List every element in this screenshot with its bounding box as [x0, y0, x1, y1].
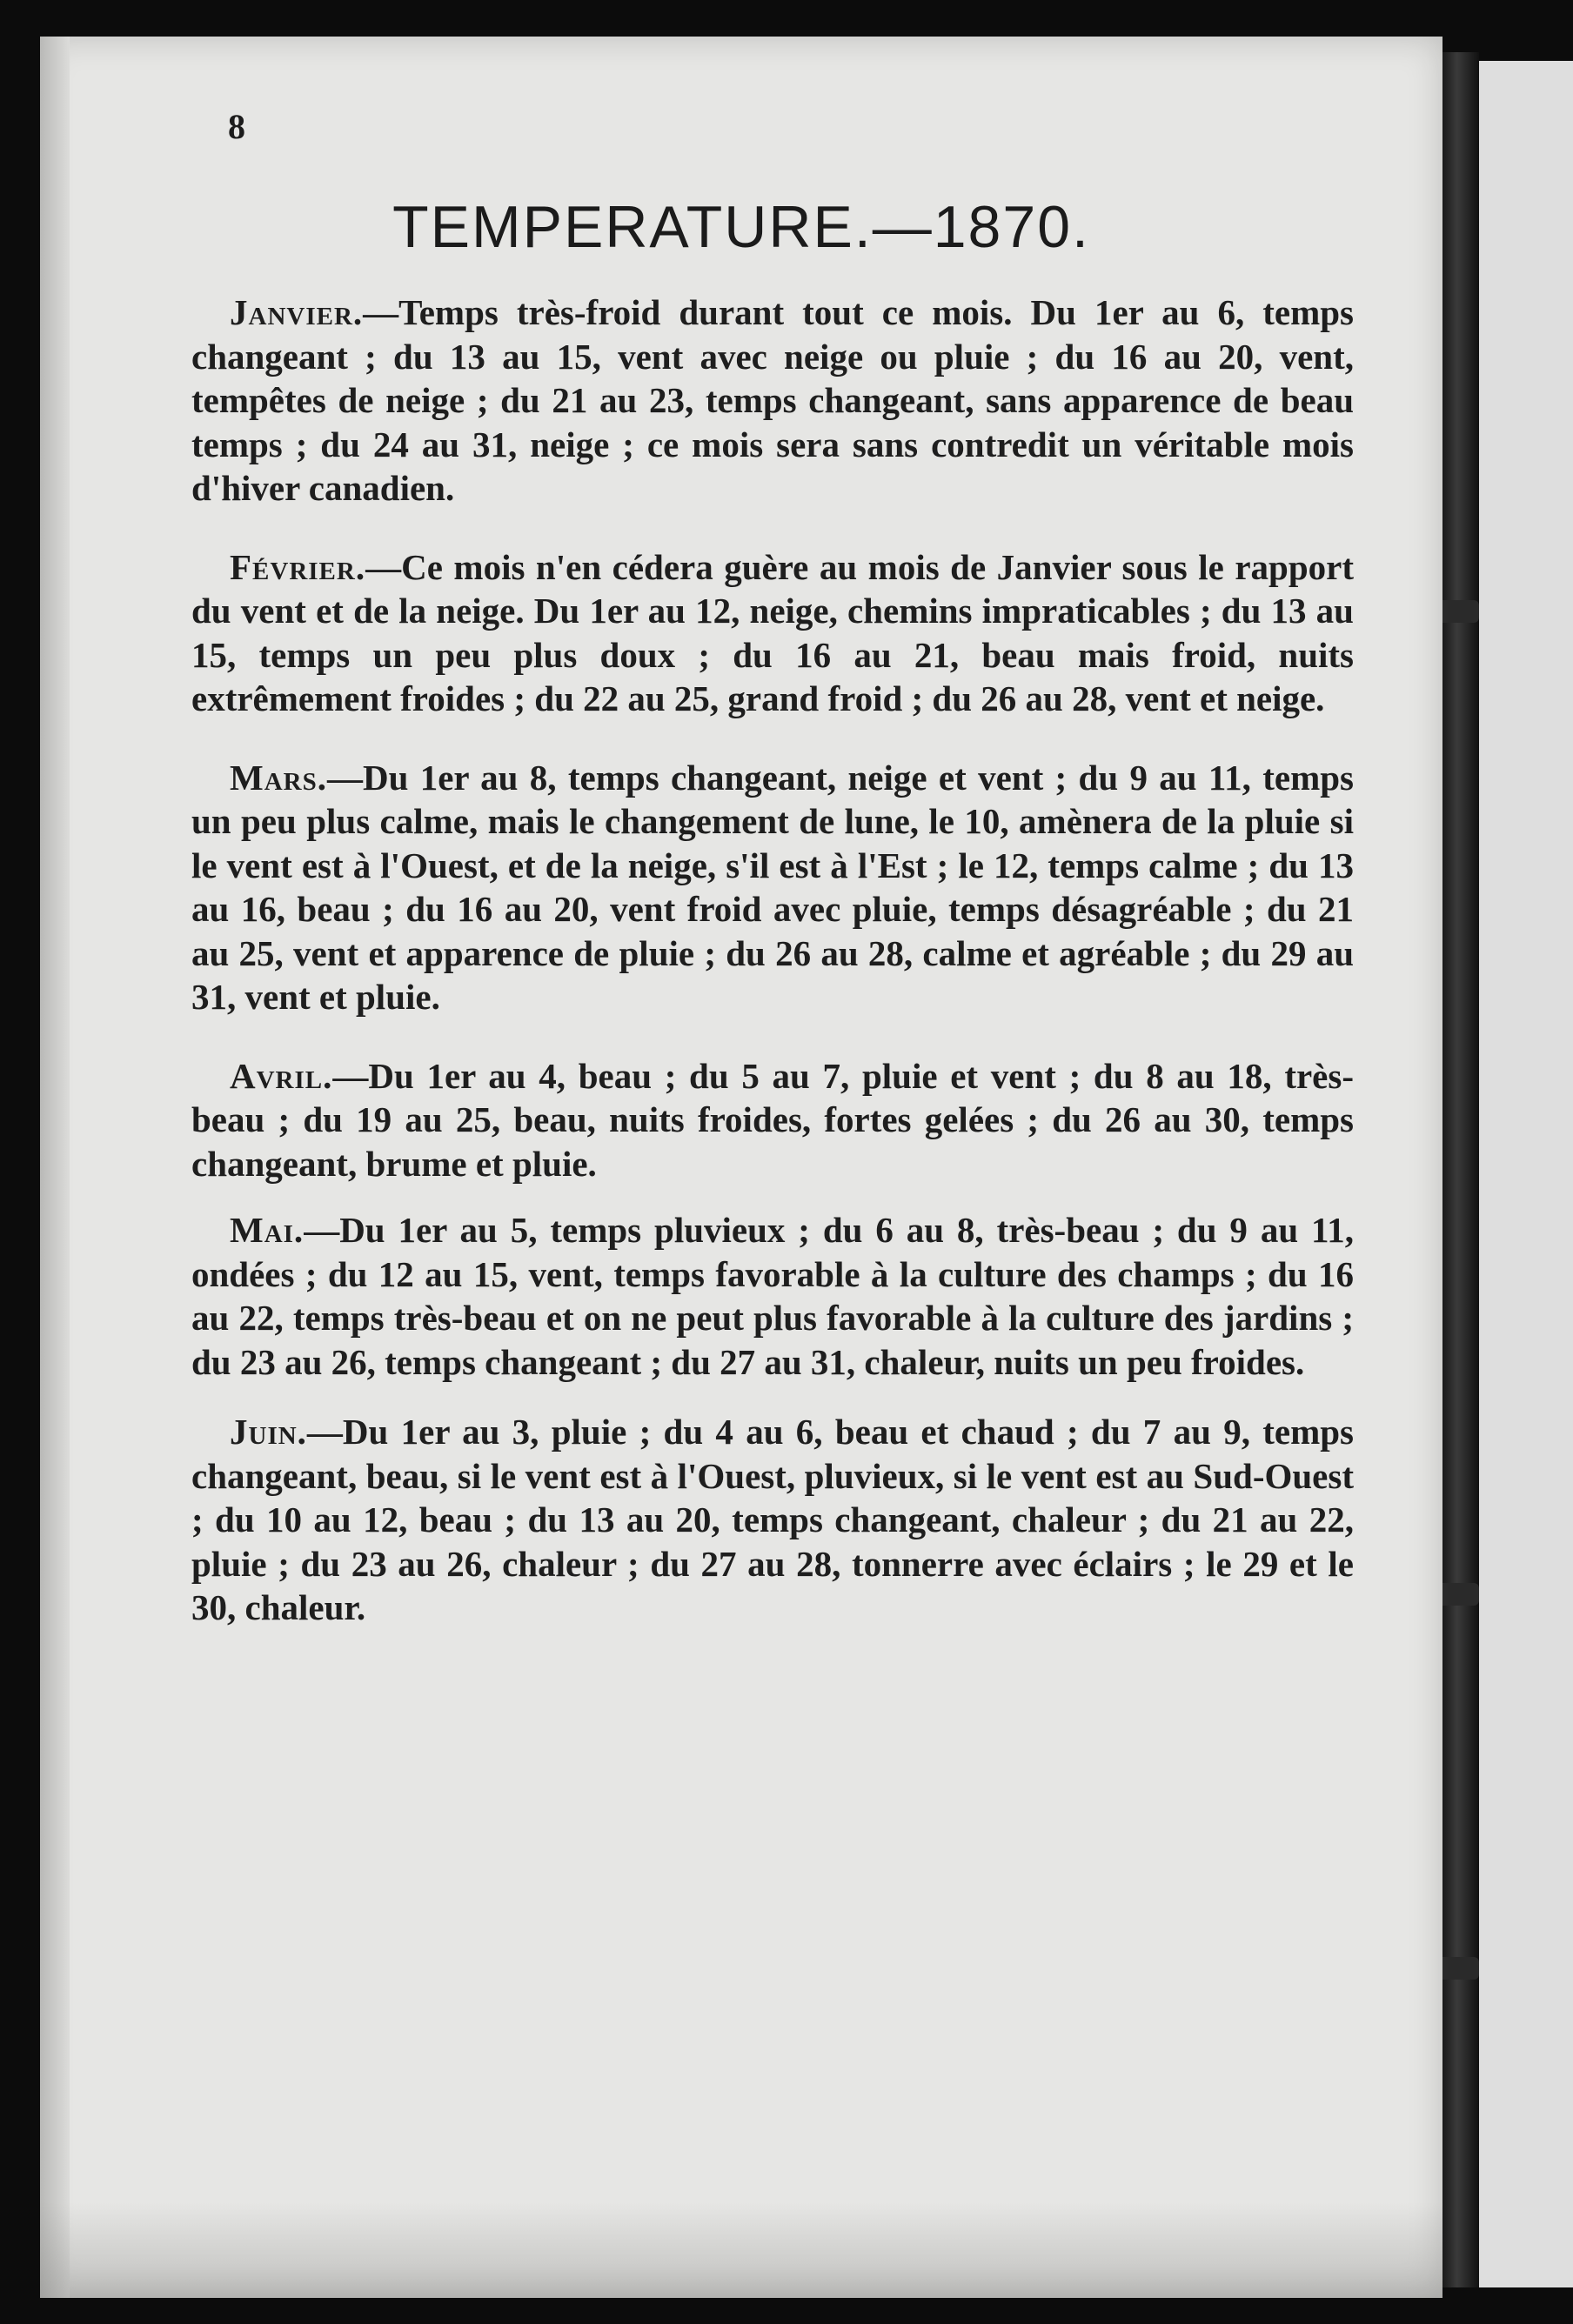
entry-text: —Du 1er au 5, temps pluvieux ; du 6 au 8, très-beau ; du 9 au 11, ondées ; du 12 au 15, vent, temps favorable à la culture des champs ; du 16 au 22, temps très-beau et on ne peut plus favorable à la culture des jardins ; du 23 au 26, temps changeant ; du 27 au 31, chaleur, nuits un peu froides.: [191, 1210, 1354, 1382]
month-label: Février.: [230, 546, 366, 587]
entry-text: —Temps très-froid durant tout ce mois. Du 1er au 6, temps changeant ; du 13 au 15, vent avec neige ou pluie ; du 16 au 20, vent, tempêtes de neige ; du 21 au 23, temps changeant, sans apparence de beau temps ; du 24 au 31, neige ; ce mois sera sans contredit un véritable mois d'hiver canadien.: [191, 292, 1354, 508]
month-label: Juin.: [230, 1412, 307, 1452]
entry-juin: [191, 1410, 1354, 1630]
entry-mai: [191, 1208, 1354, 1384]
entry-mars: [191, 756, 1354, 1019]
entry-text: —Du 1er au 4, beau ; du 5 au 7, pluie et vent ; du 8 au 18, très-beau ; du 19 au 25, beau, nuits froides, fortes gelées ; du 26 au 30, temps changeant, brume et pluie.: [191, 1055, 1354, 1184]
entry-janvier: [191, 290, 1354, 511]
page-bottom-shadow: [40, 2202, 1442, 2298]
scanned-page: [40, 37, 1442, 2298]
month-label: Mars.: [230, 757, 327, 798]
forecast-body: [191, 290, 1354, 1665]
entry-fevrier: [191, 545, 1354, 721]
entry-text: —Du 1er au 3, pluie ; du 4 au 6, beau et chaud ; du 7 au 9, temps changeant, beau, si le vent est à l'Ouest, pluvieux, si le vent est au Sud-Ouest ; du 10 au 12, beau ; du 13 au 20, temps changeant, chaleur ; du 21 au 22, pluie ; du 23 au 26, chaleur ; du 27 au 28, tonnerre avec éclairs ; le 29 et le 30, chaleur.: [191, 1412, 1354, 1627]
month-label: Janvier.: [230, 292, 364, 332]
page-left-edge: [40, 37, 70, 2298]
adjacent-page-edge: [1479, 61, 1573, 2287]
entry-text: —Ce mois n'en cédera guère au mois de Janvier sous le rapport du vent et de la neige. Du 1er au 12, neige, chemins impraticables ; du 13 au 15, temps un peu plus doux ; du 16 au 21, beau mais froid, nuits extrêmement froides ; du 22 au 25, grand froid ; du 26 au 28, vent et neige.: [191, 546, 1354, 718]
entry-text: —Du 1er au 8, temps changeant, neige et vent ; du 9 au 11, temps un peu plus calme, mais le changement de lune, le 10, amènera de la pluie si le vent est à l'Ouest, et de la neige, s'il est à l'Est ; le 12, temps calme ; du 13 au 16, beau ; du 16 au 20, vent froid avec pluie, temps désagréable ; du 21 au 25, vent et apparence de pluie ; du 26 au 28, calme et agréable ; du 29 au 31, vent et pluie.: [191, 757, 1354, 1017]
page-number: 8: [228, 107, 245, 146]
page-title: TEMPERATURE.—1870.: [392, 194, 1090, 260]
entry-avril: [191, 1054, 1354, 1186]
month-label: Avril.: [230, 1055, 333, 1096]
book-binding: [1442, 52, 1479, 2287]
month-label: Mai.: [230, 1210, 305, 1250]
